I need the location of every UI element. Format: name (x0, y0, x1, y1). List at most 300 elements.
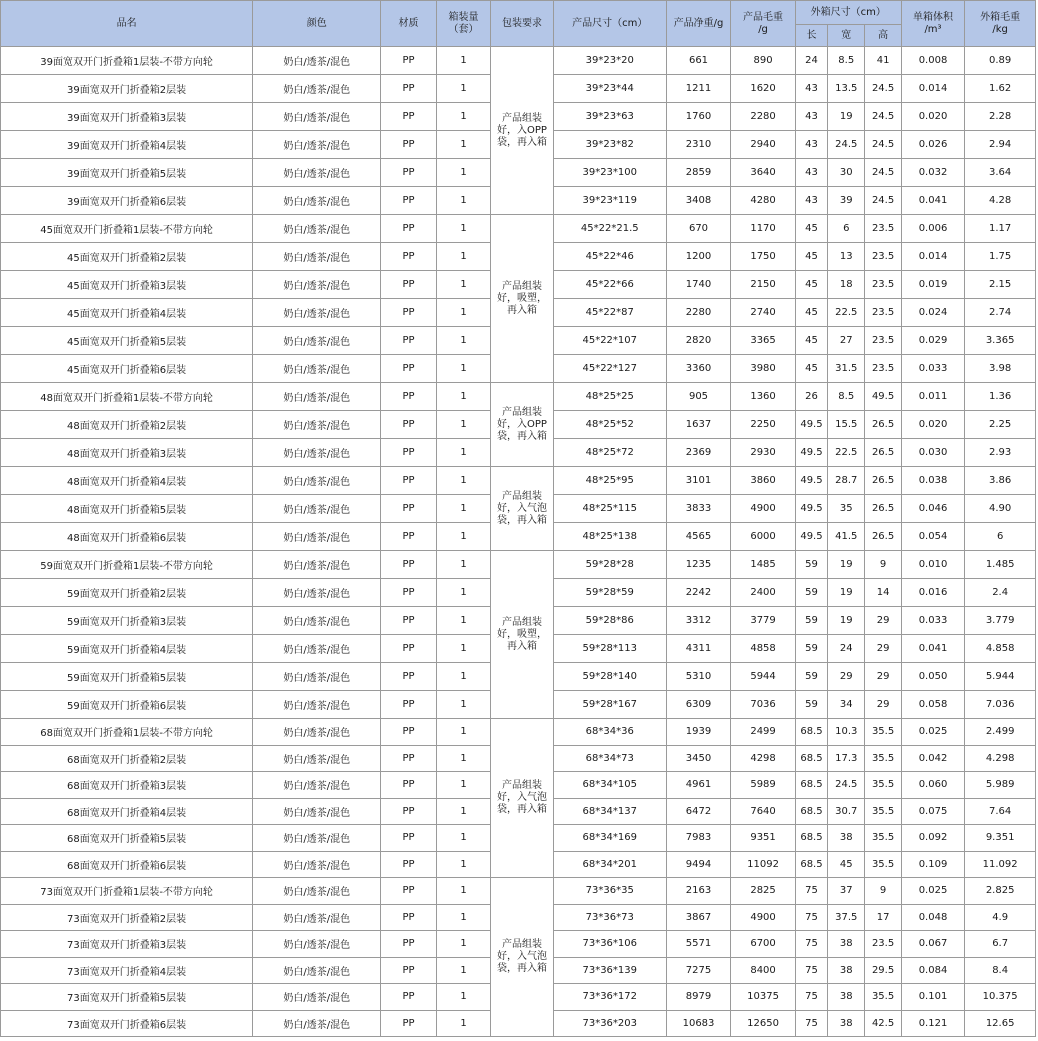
cell-qty[interactable]: 1 (436, 523, 490, 551)
cell-outer-width[interactable]: 28.7 (828, 467, 865, 495)
cell-size[interactable]: 68*34*36 (553, 719, 666, 746)
cell-outer-width[interactable]: 41.5 (828, 523, 865, 551)
cell-size[interactable]: 45*22*66 (553, 271, 666, 299)
cell-outer-length[interactable]: 43 (795, 103, 827, 131)
cell-qty[interactable]: 1 (436, 691, 490, 719)
cell-size[interactable]: 48*25*138 (553, 523, 666, 551)
cell-outer-width[interactable]: 18 (828, 271, 865, 299)
cell-name[interactable]: 59面宽双开门折叠箱5层装 (1, 663, 253, 691)
cell-material[interactable]: PP (381, 663, 436, 691)
cell-color[interactable]: 奶白/透茶/混色 (253, 825, 381, 852)
cell-gross-weight[interactable]: 4900 (731, 495, 796, 523)
cell-size[interactable]: 73*36*203 (553, 1010, 666, 1037)
cell-volume[interactable]: 0.011 (901, 383, 965, 411)
cell-color[interactable]: 奶白/透茶/混色 (253, 851, 381, 878)
cell-volume[interactable]: 0.050 (901, 663, 965, 691)
cell-outer-height[interactable]: 29 (865, 607, 901, 635)
cell-size[interactable]: 73*36*139 (553, 957, 666, 984)
cell-volume[interactable]: 0.019 (901, 271, 965, 299)
cell-outer-length[interactable]: 59 (795, 691, 827, 719)
cell-outer-gross[interactable]: 3.779 (965, 607, 1036, 635)
cell-qty[interactable]: 1 (436, 411, 490, 439)
header-material[interactable]: 材质 (381, 1, 436, 47)
cell-outer-length[interactable]: 49.5 (795, 411, 827, 439)
cell-outer-length[interactable]: 45 (795, 271, 827, 299)
cell-outer-gross[interactable]: 4.90 (965, 495, 1036, 523)
cell-outer-height[interactable]: 29 (865, 691, 901, 719)
cell-size[interactable]: 39*23*20 (553, 47, 666, 75)
cell-outer-gross[interactable]: 2.93 (965, 439, 1036, 467)
cell-net-weight[interactable]: 1211 (666, 75, 731, 103)
cell-name[interactable]: 45面宽双开门折叠箱2层装 (1, 243, 253, 271)
cell-qty[interactable]: 1 (436, 957, 490, 984)
cell-material[interactable]: PP (381, 957, 436, 984)
cell-size[interactable]: 73*36*172 (553, 984, 666, 1011)
cell-color[interactable]: 奶白/透茶/混色 (253, 383, 381, 411)
cell-qty[interactable]: 1 (436, 327, 490, 355)
cell-size[interactable]: 73*36*106 (553, 931, 666, 958)
cell-outer-width[interactable]: 27 (828, 327, 865, 355)
cell-outer-length[interactable]: 68.5 (795, 798, 827, 825)
cell-net-weight[interactable]: 1939 (666, 719, 731, 746)
cell-qty[interactable]: 1 (436, 745, 490, 772)
cell-material[interactable]: PP (381, 159, 436, 187)
cell-size[interactable]: 45*22*107 (553, 327, 666, 355)
cell-gross-weight[interactable]: 10375 (731, 984, 796, 1011)
cell-outer-length[interactable]: 26 (795, 383, 827, 411)
header-name[interactable]: 品名 (1, 1, 253, 47)
cell-outer-gross[interactable]: 6.7 (965, 931, 1036, 958)
cell-name[interactable]: 59面宽双开门折叠箱2层装 (1, 579, 253, 607)
cell-material[interactable]: PP (381, 691, 436, 719)
cell-outer-width[interactable]: 39 (828, 187, 865, 215)
cell-outer-length[interactable]: 49.5 (795, 495, 827, 523)
cell-outer-height[interactable]: 35.5 (865, 851, 901, 878)
cell-gross-weight[interactable]: 1360 (731, 383, 796, 411)
cell-size[interactable]: 39*23*82 (553, 131, 666, 159)
cell-gross-weight[interactable]: 2930 (731, 439, 796, 467)
cell-outer-width[interactable]: 22.5 (828, 439, 865, 467)
cell-outer-width[interactable]: 24.5 (828, 772, 865, 799)
cell-gross-weight[interactable]: 6700 (731, 931, 796, 958)
cell-outer-length[interactable]: 68.5 (795, 825, 827, 852)
cell-name[interactable]: 48面宽双开门折叠箱2层装 (1, 411, 253, 439)
cell-packing[interactable]: 产品组装好，吸塑，再入箱 (491, 215, 554, 383)
cell-outer-width[interactable]: 35 (828, 495, 865, 523)
cell-name[interactable]: 39面宽双开门折叠箱1层装-不带方向轮 (1, 47, 253, 75)
cell-name[interactable]: 73面宽双开门折叠箱3层装 (1, 931, 253, 958)
cell-net-weight[interactable]: 3450 (666, 745, 731, 772)
cell-name[interactable]: 68面宽双开门折叠箱6层装 (1, 851, 253, 878)
cell-name[interactable]: 39面宽双开门折叠箱2层装 (1, 75, 253, 103)
cell-volume[interactable]: 0.092 (901, 825, 965, 852)
cell-outer-width[interactable]: 19 (828, 103, 865, 131)
cell-qty[interactable]: 1 (436, 825, 490, 852)
cell-qty[interactable]: 1 (436, 159, 490, 187)
cell-outer-height[interactable]: 26.5 (865, 411, 901, 439)
cell-net-weight[interactable]: 3360 (666, 355, 731, 383)
cell-color[interactable]: 奶白/透茶/混色 (253, 1010, 381, 1037)
cell-size[interactable]: 73*36*73 (553, 904, 666, 931)
cell-color[interactable]: 奶白/透茶/混色 (253, 691, 381, 719)
cell-qty[interactable]: 1 (436, 47, 490, 75)
cell-gross-weight[interactable]: 7036 (731, 691, 796, 719)
cell-qty[interactable]: 1 (436, 663, 490, 691)
cell-material[interactable]: PP (381, 271, 436, 299)
cell-net-weight[interactable]: 3101 (666, 467, 731, 495)
cell-outer-height[interactable]: 23.5 (865, 271, 901, 299)
cell-net-weight[interactable]: 905 (666, 383, 731, 411)
cell-material[interactable]: PP (381, 719, 436, 746)
cell-net-weight[interactable]: 3312 (666, 607, 731, 635)
cell-gross-weight[interactable]: 2499 (731, 719, 796, 746)
cell-net-weight[interactable]: 8979 (666, 984, 731, 1011)
cell-volume[interactable]: 0.006 (901, 215, 965, 243)
cell-outer-gross[interactable]: 1.62 (965, 75, 1036, 103)
cell-material[interactable]: PP (381, 635, 436, 663)
cell-gross-weight[interactable]: 3779 (731, 607, 796, 635)
header-outer-height[interactable]: 高 (865, 25, 901, 47)
cell-outer-width[interactable]: 24 (828, 635, 865, 663)
cell-outer-length[interactable]: 75 (795, 878, 827, 905)
cell-net-weight[interactable]: 3833 (666, 495, 731, 523)
cell-color[interactable]: 奶白/透茶/混色 (253, 957, 381, 984)
cell-name[interactable]: 73面宽双开门折叠箱1层装-不带方向轮 (1, 878, 253, 905)
cell-outer-gross[interactable]: 2.499 (965, 719, 1036, 746)
cell-packing[interactable]: 产品组装好，入气泡袋，再入箱 (491, 467, 554, 551)
cell-material[interactable]: PP (381, 745, 436, 772)
cell-volume[interactable]: 0.032 (901, 159, 965, 187)
cell-name[interactable]: 45面宽双开门折叠箱3层装 (1, 271, 253, 299)
cell-packing[interactable]: 产品组装好，吸塑，再入箱 (491, 551, 554, 719)
cell-outer-width[interactable]: 19 (828, 579, 865, 607)
cell-size[interactable]: 68*34*73 (553, 745, 666, 772)
cell-outer-width[interactable]: 15.5 (828, 411, 865, 439)
cell-outer-gross[interactable]: 5.989 (965, 772, 1036, 799)
cell-size[interactable]: 45*22*46 (553, 243, 666, 271)
cell-outer-height[interactable]: 23.5 (865, 215, 901, 243)
cell-outer-height[interactable]: 23.5 (865, 243, 901, 271)
cell-outer-length[interactable]: 68.5 (795, 745, 827, 772)
cell-name[interactable]: 48面宽双开门折叠箱3层装 (1, 439, 253, 467)
cell-gross-weight[interactable]: 2250 (731, 411, 796, 439)
cell-name[interactable]: 59面宽双开门折叠箱1层装-不带方向轮 (1, 551, 253, 579)
cell-material[interactable]: PP (381, 607, 436, 635)
cell-outer-width[interactable]: 8.5 (828, 47, 865, 75)
cell-net-weight[interactable]: 2820 (666, 327, 731, 355)
cell-gross-weight[interactable]: 5989 (731, 772, 796, 799)
cell-gross-weight[interactable]: 7640 (731, 798, 796, 825)
cell-color[interactable]: 奶白/透茶/混色 (253, 635, 381, 663)
header-size[interactable]: 产品尺寸（cm） (553, 1, 666, 47)
cell-material[interactable]: PP (381, 327, 436, 355)
cell-volume[interactable]: 0.008 (901, 47, 965, 75)
cell-outer-width[interactable]: 17.3 (828, 745, 865, 772)
cell-gross-weight[interactable]: 9351 (731, 825, 796, 852)
cell-volume[interactable]: 0.033 (901, 607, 965, 635)
cell-outer-width[interactable]: 24.5 (828, 131, 865, 159)
cell-size[interactable]: 39*23*44 (553, 75, 666, 103)
header-qty[interactable] (436, 1, 490, 47)
cell-material[interactable]: PP (381, 103, 436, 131)
header-gross-weight[interactable] (731, 1, 796, 47)
cell-material[interactable]: PP (381, 243, 436, 271)
cell-outer-length[interactable]: 45 (795, 355, 827, 383)
cell-name[interactable]: 48面宽双开门折叠箱4层装 (1, 467, 253, 495)
cell-outer-width[interactable]: 19 (828, 551, 865, 579)
cell-qty[interactable]: 1 (436, 878, 490, 905)
cell-outer-gross[interactable]: 1.485 (965, 551, 1036, 579)
cell-outer-gross[interactable]: 6 (965, 523, 1036, 551)
cell-color[interactable]: 奶白/透茶/混色 (253, 411, 381, 439)
cell-outer-width[interactable]: 37.5 (828, 904, 865, 931)
cell-size[interactable]: 59*28*113 (553, 635, 666, 663)
cell-outer-gross[interactable]: 2.25 (965, 411, 1036, 439)
cell-outer-length[interactable]: 59 (795, 551, 827, 579)
cell-net-weight[interactable]: 3408 (666, 187, 731, 215)
cell-net-weight[interactable]: 2369 (666, 439, 731, 467)
cell-outer-gross[interactable]: 2.28 (965, 103, 1036, 131)
cell-outer-gross[interactable]: 4.9 (965, 904, 1036, 931)
cell-outer-length[interactable]: 49.5 (795, 439, 827, 467)
cell-outer-length[interactable]: 45 (795, 327, 827, 355)
cell-gross-weight[interactable]: 2400 (731, 579, 796, 607)
cell-material[interactable]: PP (381, 439, 436, 467)
cell-outer-gross[interactable]: 3.86 (965, 467, 1036, 495)
cell-size[interactable]: 45*22*87 (553, 299, 666, 327)
cell-name[interactable]: 45面宽双开门折叠箱4层装 (1, 299, 253, 327)
cell-net-weight[interactable]: 1760 (666, 103, 731, 131)
cell-color[interactable]: 奶白/透茶/混色 (253, 47, 381, 75)
cell-color[interactable]: 奶白/透茶/混色 (253, 878, 381, 905)
cell-color[interactable]: 奶白/透茶/混色 (253, 607, 381, 635)
cell-net-weight[interactable]: 2163 (666, 878, 731, 905)
cell-net-weight[interactable]: 5310 (666, 663, 731, 691)
cell-outer-width[interactable]: 8.5 (828, 383, 865, 411)
cell-outer-height[interactable]: 23.5 (865, 299, 901, 327)
cell-name[interactable]: 73面宽双开门折叠箱2层装 (1, 904, 253, 931)
cell-packing[interactable]: 产品组装好，入OPP袋，再入箱 (491, 383, 554, 467)
cell-gross-weight[interactable]: 2940 (731, 131, 796, 159)
cell-color[interactable]: 奶白/透茶/混色 (253, 745, 381, 772)
cell-qty[interactable]: 1 (436, 187, 490, 215)
cell-gross-weight[interactable]: 1170 (731, 215, 796, 243)
cell-material[interactable]: PP (381, 825, 436, 852)
cell-volume[interactable]: 0.033 (901, 355, 965, 383)
cell-outer-height[interactable]: 35.5 (865, 825, 901, 852)
cell-qty[interactable]: 1 (436, 607, 490, 635)
cell-qty[interactable]: 1 (436, 719, 490, 746)
cell-outer-width[interactable]: 38 (828, 1010, 865, 1037)
cell-color[interactable]: 奶白/透茶/混色 (253, 984, 381, 1011)
cell-outer-length[interactable]: 24 (795, 47, 827, 75)
cell-outer-height[interactable]: 35.5 (865, 984, 901, 1011)
cell-name[interactable]: 68面宽双开门折叠箱3层装 (1, 772, 253, 799)
cell-volume[interactable]: 0.029 (901, 327, 965, 355)
cell-size[interactable]: 45*22*127 (553, 355, 666, 383)
cell-volume[interactable]: 0.084 (901, 957, 965, 984)
cell-outer-height[interactable]: 29 (865, 663, 901, 691)
cell-material[interactable]: PP (381, 495, 436, 523)
cell-outer-width[interactable]: 29 (828, 663, 865, 691)
cell-color[interactable]: 奶白/透茶/混色 (253, 215, 381, 243)
cell-color[interactable]: 奶白/透茶/混色 (253, 467, 381, 495)
cell-volume[interactable]: 0.041 (901, 635, 965, 663)
cell-name[interactable]: 59面宽双开门折叠箱3层装 (1, 607, 253, 635)
cell-name[interactable]: 59面宽双开门折叠箱4层装 (1, 635, 253, 663)
cell-volume[interactable]: 0.014 (901, 243, 965, 271)
cell-size[interactable]: 59*28*28 (553, 551, 666, 579)
cell-size[interactable]: 48*25*95 (553, 467, 666, 495)
cell-net-weight[interactable]: 2280 (666, 299, 731, 327)
cell-outer-width[interactable]: 13 (828, 243, 865, 271)
cell-gross-weight[interactable]: 2740 (731, 299, 796, 327)
cell-volume[interactable]: 0.121 (901, 1010, 965, 1037)
cell-outer-height[interactable]: 41 (865, 47, 901, 75)
cell-outer-width[interactable]: 38 (828, 931, 865, 958)
cell-outer-height[interactable]: 26.5 (865, 523, 901, 551)
cell-size[interactable]: 68*34*169 (553, 825, 666, 852)
cell-size[interactable]: 48*25*115 (553, 495, 666, 523)
cell-material[interactable]: PP (381, 931, 436, 958)
cell-color[interactable]: 奶白/透茶/混色 (253, 523, 381, 551)
cell-material[interactable]: PP (381, 984, 436, 1011)
cell-gross-weight[interactable]: 8400 (731, 957, 796, 984)
cell-gross-weight[interactable]: 11092 (731, 851, 796, 878)
cell-volume[interactable]: 0.038 (901, 467, 965, 495)
cell-outer-length[interactable]: 45 (795, 215, 827, 243)
cell-name[interactable]: 45面宽双开门折叠箱5层装 (1, 327, 253, 355)
cell-outer-gross[interactable]: 7.64 (965, 798, 1036, 825)
cell-outer-width[interactable]: 31.5 (828, 355, 865, 383)
cell-material[interactable]: PP (381, 355, 436, 383)
cell-outer-gross[interactable]: 12.65 (965, 1010, 1036, 1037)
cell-outer-gross[interactable]: 7.036 (965, 691, 1036, 719)
cell-color[interactable]: 奶白/透茶/混色 (253, 551, 381, 579)
cell-outer-gross[interactable]: 11.092 (965, 851, 1036, 878)
cell-outer-height[interactable]: 29 (865, 635, 901, 663)
cell-outer-height[interactable]: 23.5 (865, 931, 901, 958)
cell-outer-width[interactable]: 38 (828, 825, 865, 852)
cell-qty[interactable]: 1 (436, 904, 490, 931)
cell-outer-width[interactable]: 30.7 (828, 798, 865, 825)
cell-outer-gross[interactable]: 2.15 (965, 271, 1036, 299)
cell-material[interactable]: PP (381, 523, 436, 551)
cell-qty[interactable]: 1 (436, 851, 490, 878)
cell-net-weight[interactable]: 2310 (666, 131, 731, 159)
cell-net-weight[interactable]: 661 (666, 47, 731, 75)
cell-gross-weight[interactable]: 3860 (731, 467, 796, 495)
cell-size[interactable]: 73*36*35 (553, 878, 666, 905)
cell-outer-height[interactable]: 9 (865, 551, 901, 579)
cell-size[interactable]: 39*23*100 (553, 159, 666, 187)
cell-qty[interactable]: 1 (436, 355, 490, 383)
cell-packing[interactable]: 产品组装好，入气泡袋，再入箱 (491, 878, 554, 1037)
cell-outer-height[interactable]: 24.5 (865, 187, 901, 215)
cell-volume[interactable]: 0.026 (901, 131, 965, 159)
cell-name[interactable]: 48面宽双开门折叠箱1层装-不带方向轮 (1, 383, 253, 411)
cell-color[interactable]: 奶白/透茶/混色 (253, 579, 381, 607)
cell-name[interactable]: 48面宽双开门折叠箱6层装 (1, 523, 253, 551)
cell-qty[interactable]: 1 (436, 984, 490, 1011)
cell-outer-height[interactable]: 9 (865, 878, 901, 905)
cell-size[interactable]: 59*28*167 (553, 691, 666, 719)
cell-net-weight[interactable]: 4565 (666, 523, 731, 551)
cell-outer-width[interactable]: 34 (828, 691, 865, 719)
cell-material[interactable]: PP (381, 411, 436, 439)
cell-volume[interactable]: 0.041 (901, 187, 965, 215)
cell-qty[interactable]: 1 (436, 215, 490, 243)
cell-size[interactable]: 68*34*201 (553, 851, 666, 878)
cell-outer-width[interactable]: 22.5 (828, 299, 865, 327)
cell-packing[interactable]: 产品组装好，入气泡袋，再入箱 (491, 719, 554, 878)
cell-volume[interactable]: 0.075 (901, 798, 965, 825)
cell-outer-length[interactable]: 43 (795, 75, 827, 103)
cell-color[interactable]: 奶白/透茶/混色 (253, 131, 381, 159)
cell-packing[interactable]: 产品组装好，入OPP袋，再入箱 (491, 47, 554, 215)
cell-size[interactable]: 48*25*25 (553, 383, 666, 411)
cell-qty[interactable]: 1 (436, 103, 490, 131)
cell-net-weight[interactable]: 670 (666, 215, 731, 243)
cell-color[interactable]: 奶白/透茶/混色 (253, 355, 381, 383)
cell-volume[interactable]: 0.016 (901, 579, 965, 607)
cell-gross-weight[interactable]: 6000 (731, 523, 796, 551)
cell-material[interactable]: PP (381, 904, 436, 931)
cell-color[interactable]: 奶白/透茶/混色 (253, 772, 381, 799)
cell-net-weight[interactable]: 2242 (666, 579, 731, 607)
cell-name[interactable]: 68面宽双开门折叠箱5层装 (1, 825, 253, 852)
cell-color[interactable]: 奶白/透茶/混色 (253, 439, 381, 467)
cell-gross-weight[interactable]: 4298 (731, 745, 796, 772)
cell-qty[interactable]: 1 (436, 798, 490, 825)
cell-net-weight[interactable]: 7275 (666, 957, 731, 984)
cell-gross-weight[interactable]: 1485 (731, 551, 796, 579)
cell-volume[interactable]: 0.046 (901, 495, 965, 523)
cell-volume[interactable]: 0.101 (901, 984, 965, 1011)
cell-name[interactable]: 68面宽双开门折叠箱2层装 (1, 745, 253, 772)
cell-color[interactable]: 奶白/透茶/混色 (253, 495, 381, 523)
cell-qty[interactable]: 1 (436, 75, 490, 103)
cell-color[interactable]: 奶白/透茶/混色 (253, 187, 381, 215)
cell-color[interactable]: 奶白/透茶/混色 (253, 75, 381, 103)
cell-qty[interactable]: 1 (436, 243, 490, 271)
cell-net-weight[interactable]: 9494 (666, 851, 731, 878)
cell-outer-gross[interactable]: 9.351 (965, 825, 1036, 852)
cell-outer-width[interactable]: 13.5 (828, 75, 865, 103)
cell-size[interactable]: 39*23*119 (553, 187, 666, 215)
cell-material[interactable]: PP (381, 131, 436, 159)
cell-qty[interactable]: 1 (436, 299, 490, 327)
cell-name[interactable]: 39面宽双开门折叠箱6层装 (1, 187, 253, 215)
cell-outer-gross[interactable]: 2.825 (965, 878, 1036, 905)
cell-outer-length[interactable]: 68.5 (795, 851, 827, 878)
cell-volume[interactable]: 0.010 (901, 551, 965, 579)
cell-outer-height[interactable]: 42.5 (865, 1010, 901, 1037)
cell-name[interactable]: 68面宽双开门折叠箱1层装-不带方向轮 (1, 719, 253, 746)
cell-outer-width[interactable]: 37 (828, 878, 865, 905)
cell-outer-length[interactable]: 75 (795, 904, 827, 931)
cell-outer-height[interactable]: 17 (865, 904, 901, 931)
cell-outer-length[interactable]: 43 (795, 159, 827, 187)
cell-material[interactable]: PP (381, 1010, 436, 1037)
cell-outer-width[interactable]: 10.3 (828, 719, 865, 746)
cell-net-weight[interactable]: 1200 (666, 243, 731, 271)
cell-material[interactable]: PP (381, 467, 436, 495)
cell-name[interactable]: 45面宽双开门折叠箱6层装 (1, 355, 253, 383)
cell-outer-length[interactable]: 45 (795, 243, 827, 271)
cell-gross-weight[interactable]: 2280 (731, 103, 796, 131)
cell-size[interactable]: 68*34*105 (553, 772, 666, 799)
